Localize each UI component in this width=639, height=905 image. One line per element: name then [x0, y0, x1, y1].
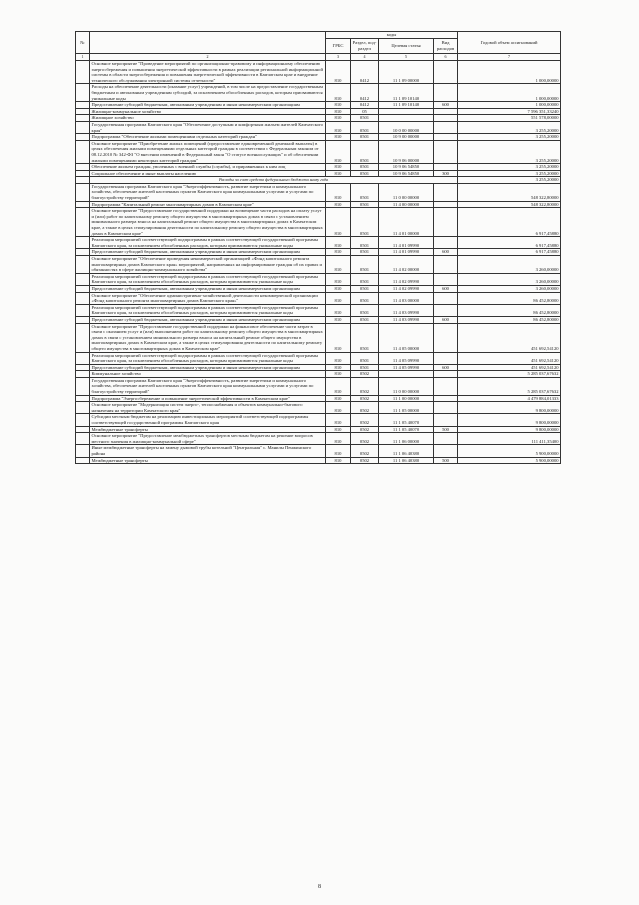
cell-grbs: 810 — [326, 395, 351, 402]
cell-grbs: 810 — [326, 61, 351, 84]
cell-target: 11 4 02 09990 — [379, 273, 434, 285]
cell-num — [76, 208, 90, 237]
cell-section: 0501 — [351, 140, 379, 163]
cell-section: 0501 — [351, 364, 379, 371]
cell-name: Предоставление субсидий бюджетным, автономным учреждениям и иным некоммерческим организациям — [90, 285, 326, 292]
cell-target: 11 0 00 00000 — [379, 377, 434, 395]
cell-num — [76, 285, 90, 292]
cell-target: 11 4 01 09990 — [379, 237, 434, 249]
cell-section: 0502 — [351, 371, 379, 378]
cell-section: 0501 — [351, 237, 379, 249]
cell-target — [379, 115, 434, 122]
cell-amount: 451 692,54120 — [458, 323, 561, 352]
cell-type — [434, 183, 458, 201]
cell-type — [434, 61, 458, 84]
cell-target: 11 4 03 00000 — [379, 292, 434, 304]
cell-name: Государственная программа Камчатского края "Обеспечение доступным и комфортным жильем жителей Камчатского края" — [90, 121, 326, 133]
cell-num — [76, 183, 90, 201]
table-row — [76, 304, 561, 316]
cell-grbs: 810 — [326, 402, 351, 414]
cell-name: Жилищно-коммунальное хозяйство — [90, 108, 326, 115]
cell-num — [76, 292, 90, 304]
cell-type — [434, 237, 458, 249]
cell-target: 10 9 06 54850 — [379, 164, 434, 171]
cell-type — [434, 433, 458, 445]
cell-name: Предоставление субсидий бюджетным, автономным учреждениям и иным некоммерческим организациям — [90, 316, 326, 323]
cell-section: 0501 — [351, 249, 379, 256]
cell-num — [76, 201, 90, 208]
cell-grbs: 810 — [326, 273, 351, 285]
cell-num — [76, 177, 90, 184]
cell-section: 0501 — [351, 352, 379, 364]
header-target: Целевая статья — [379, 39, 434, 54]
header-amount: Годовой объем ассигнований — [458, 32, 561, 54]
table-row — [76, 170, 561, 177]
table-row — [76, 414, 561, 426]
cell-name: Основное мероприятие "Проведение мероприятий по организационно-правовому и информационному обеспечению энергосбережения и повышения энергетической эффективности в рамках реализации региональной информационной системы в области энергосбережения и повышения энергетической эффективности в Камчатском крае и внедрение технического обслуживания электронной системы отчетности" — [90, 61, 326, 84]
cell-amount: 5 285 037,67632 — [458, 371, 561, 378]
cell-amount: 548 322,80000 — [458, 183, 561, 201]
cell-num — [76, 84, 90, 102]
cell-type — [434, 371, 458, 378]
cell-type — [434, 273, 458, 285]
table-row — [76, 292, 561, 304]
header-grbs: ГРБС — [326, 39, 351, 54]
cell-num — [76, 402, 90, 414]
cell-num — [76, 426, 90, 433]
cell-name: Обеспечение жильем граждан, уволенных с военной службы (службы), и приравненных к ним лиц — [90, 164, 326, 171]
cell-amount: 3 255,20000 — [458, 134, 561, 141]
cell-grbs: 810 — [326, 183, 351, 201]
cell-name: Межбюджетные трансферты — [90, 426, 326, 433]
cell-num — [76, 364, 90, 371]
cell-num — [76, 273, 90, 285]
table-row — [76, 201, 561, 208]
cell-num — [76, 61, 90, 84]
cell-num — [76, 102, 90, 109]
table-row — [76, 84, 561, 102]
table-row — [76, 364, 561, 371]
cell-num — [76, 170, 90, 177]
cell-name: Иные межбюджетные трансферты на замену дымовой трубы котельной "Центральная" с. Манилы Пенжинского района — [90, 445, 326, 457]
cell-target: 11 1 05 40070 — [379, 414, 434, 426]
cell-amount: 3 255,20000 — [458, 121, 561, 133]
table-body — [76, 61, 561, 464]
cell-grbs: 810 — [326, 249, 351, 256]
cell-name: Основное мероприятие "Предоставление межбюджетных трансфертов местным бюджетам на решение вопросов местного значения в жилищно-коммунальной сфере" — [90, 433, 326, 445]
cell-type — [434, 164, 458, 171]
cell-amount: 3 255,20000 — [458, 140, 561, 163]
cell-section: 0412 — [351, 84, 379, 102]
cell-type — [434, 134, 458, 141]
cell-grbs: 810 — [326, 371, 351, 378]
cell-type — [434, 304, 458, 316]
cell-grbs: 810 — [326, 316, 351, 323]
cell-type — [434, 108, 458, 115]
cell-target: 11 4 02 09990 — [379, 285, 434, 292]
cell-section: 0501 — [351, 304, 379, 316]
cell-section: 0502 — [351, 377, 379, 395]
cell-num — [76, 115, 90, 122]
header-section: Раздел, под-раздел — [351, 39, 379, 54]
cell-type — [434, 256, 458, 274]
cell-amount: 6 917,45880 — [458, 249, 561, 256]
cell-target — [379, 108, 434, 115]
table-row — [76, 249, 561, 256]
cell-amount: 3 255,20000 — [458, 164, 561, 171]
cell-type — [434, 377, 458, 395]
table-row — [76, 402, 561, 414]
header-num: № — [76, 32, 90, 54]
cell-num — [76, 352, 90, 364]
cell-num — [76, 304, 90, 316]
cell-type: 500 — [434, 457, 458, 464]
cell-section: 0502 — [351, 457, 379, 464]
cell-name: Предоставление субсидий бюджетным, автономным учреждениям и иным некоммерческим организациям — [90, 249, 326, 256]
table-row — [76, 445, 561, 457]
table-row — [76, 256, 561, 274]
cell-name: Субсидии местным бюджетам на реализацию инвестиционных мероприятий соответствующей подпрограммы соответствующей государственной программы Камчатского края — [90, 414, 326, 426]
index-cell: 1 — [76, 54, 90, 61]
cell-target: 11 1 06 00000 — [379, 433, 434, 445]
cell-section: 0501 — [351, 164, 379, 171]
table-row — [76, 61, 561, 84]
cell-amount: 9 800,00000 — [458, 402, 561, 414]
cell-name: Предоставление субсидий бюджетным, автономным учреждениям и иным некоммерческим организациям — [90, 102, 326, 109]
cell-amount: 5 900,00000 — [458, 457, 561, 464]
cell-section: 0502 — [351, 402, 379, 414]
cell-type: 600 — [434, 285, 458, 292]
cell-grbs: 810 — [326, 237, 351, 249]
table-row — [76, 426, 561, 433]
cell-name: Основное мероприятие "Обеспечение проведения некоммерческой организацией «Фонд капитального ремонта многоквартирных домов Камчатского края» мероприятий, направленных на информирование граждан об их правах и обязанностях в сфере жилищно-коммунального хозяйства" — [90, 256, 326, 274]
cell-num — [76, 164, 90, 171]
table-row — [76, 121, 561, 133]
cell-type — [434, 121, 458, 133]
cell-amount: 5 285 037,67632 — [458, 377, 561, 395]
cell-amount: 551 578,00000 — [458, 115, 561, 122]
cell-grbs: 810 — [326, 292, 351, 304]
cell-grbs: 810 — [326, 121, 351, 133]
cell-section: 0501 — [351, 273, 379, 285]
cell-num — [76, 316, 90, 323]
cell-type — [434, 140, 458, 163]
cell-name: Жилищное хозяйство — [90, 115, 326, 122]
cell-target: 10 0 00 00000 — [379, 121, 434, 133]
cell-grbs: 810 — [326, 445, 351, 457]
cell-target: 10 9 06 54850 — [379, 170, 434, 177]
cell-section: 0501 — [351, 256, 379, 274]
cell-section: 0501 — [351, 208, 379, 237]
cell-type — [434, 402, 458, 414]
cell-target: 11 1 09 10140 — [379, 102, 434, 109]
cell-type — [434, 352, 458, 364]
header-name — [90, 32, 326, 54]
cell-type: 500 — [434, 426, 458, 433]
table-row — [76, 323, 561, 352]
cell-type: 600 — [434, 249, 458, 256]
cell-target: 11 1 06 40380 — [379, 457, 434, 464]
cell-grbs: 810 — [326, 426, 351, 433]
cell-name: Коммунальное хозяйство — [90, 371, 326, 378]
cell-type — [434, 323, 458, 352]
cell-amount: 4 479 884,01333 — [458, 395, 561, 402]
cell-type — [434, 414, 458, 426]
cell-section: 0501 — [351, 183, 379, 201]
cell-name: Основное мероприятие "Обеспечение административно-хозяйственной деятельности некоммерческой организации «Фонд капитального ремонта многоквартирных домов Камчатского края»" — [90, 292, 326, 304]
cell-grbs: 810 — [326, 208, 351, 237]
cell-grbs: 810 — [326, 377, 351, 395]
table-row — [76, 183, 561, 201]
cell-name: Подпрограмма "Обеспечение жилыми помещениями отдельных категорий граждан" — [90, 134, 326, 141]
cell-num — [76, 237, 90, 249]
table-row — [76, 177, 561, 184]
cell-amount: 6 917,45880 — [458, 237, 561, 249]
cell-num — [76, 140, 90, 163]
cell-type — [434, 292, 458, 304]
table-row — [76, 377, 561, 395]
cell-target: 11 1 09 10140 — [379, 84, 434, 102]
cell-section: 0502 — [351, 445, 379, 457]
table-row — [76, 395, 561, 402]
cell-amount: 9 800,00000 — [458, 426, 561, 433]
cell-section: 0502 — [351, 414, 379, 426]
cell-grbs: 810 — [326, 170, 351, 177]
cell-section: 0501 — [351, 292, 379, 304]
cell-grbs: 810 — [326, 115, 351, 122]
cell-name: Расходы на обеспечение деятельности (оказание услуг) учреждений, в том числе на предоставление государственным бюджетным и автономным учреждениям субсидий, за исключением обособленных расходов, которым присваиваются уникальные коды — [90, 84, 326, 102]
cell-target: 11 4 00 00000 — [379, 201, 434, 208]
cell-type: 600 — [434, 316, 458, 323]
cell-amount: 86 452,80000 — [458, 316, 561, 323]
index-cell: 4 — [351, 54, 379, 61]
cell-target: 11 1 05 40070 — [379, 426, 434, 433]
cell-type — [434, 395, 458, 402]
cell-type: 600 — [434, 102, 458, 109]
cell-num — [76, 457, 90, 464]
cell-amount: 1 000,00000 — [458, 61, 561, 84]
cell-grbs: 810 — [326, 134, 351, 141]
cell-amount: 548 322,80000 — [458, 201, 561, 208]
cell-target: 11 1 06 40380 — [379, 445, 434, 457]
cell-amount: 111 411,35400 — [458, 433, 561, 445]
cell-num — [76, 395, 90, 402]
table-row — [76, 164, 561, 171]
cell-target: 10 9 06 00000 — [379, 140, 434, 163]
cell-type — [434, 201, 458, 208]
cell-target: 11 4 02 00000 — [379, 256, 434, 274]
table-row — [76, 237, 561, 249]
table-row — [76, 316, 561, 323]
cell-grbs: 810 — [326, 201, 351, 208]
table-row — [76, 457, 561, 464]
cell-amount: 7 596 351,33240 — [458, 108, 561, 115]
cell-num — [76, 249, 90, 256]
cell-amount: 5 900,00000 — [458, 445, 561, 457]
cell-name: Реализация мероприятий соответствующей подпрограммы в рамках соответствующей государственной программы Камчатского края, за исключением обособленных расходов, которым присваиваются уникальные коды — [90, 304, 326, 316]
cell-name: Реализация мероприятий соответствующей подпрограммы в рамках соответствующей государственной программы Камчатского края, за исключением обособленных расходов, которым присваиваются уникальные коды — [90, 273, 326, 285]
cell-section: 0412 — [351, 102, 379, 109]
cell-grbs: 810 — [326, 433, 351, 445]
cell-num — [76, 121, 90, 133]
index-cell: 2 — [90, 54, 326, 61]
table-row — [76, 273, 561, 285]
cell-section: 0501 — [351, 170, 379, 177]
cell-amount: 6 917,45880 — [458, 208, 561, 237]
cell-amount: 86 452,80000 — [458, 292, 561, 304]
table-row — [76, 371, 561, 378]
cell-num — [76, 433, 90, 445]
table-row — [76, 433, 561, 445]
cell-grbs: 810 — [326, 164, 351, 171]
cell-grbs: 810 — [326, 84, 351, 102]
index-cell: 5 — [379, 54, 434, 61]
budget-table — [75, 31, 561, 464]
index-cell: 3 — [326, 54, 351, 61]
cell-amount: 3 260,00000 — [458, 273, 561, 285]
table-row — [76, 140, 561, 163]
table-row — [76, 115, 561, 122]
cell-type — [434, 445, 458, 457]
cell-grbs: 810 — [326, 256, 351, 274]
cell-target: 11 1 09 00000 — [379, 61, 434, 84]
cell-target: 11 4 05 09990 — [379, 364, 434, 371]
cell-name: Подпрограмма "Капитальный ремонт многоквартирных домов в Камчатском крае" — [90, 201, 326, 208]
cell-grbs: 810 — [326, 140, 351, 163]
cell-num — [76, 445, 90, 457]
cell-section: 0502 — [351, 433, 379, 445]
table-row — [76, 285, 561, 292]
cell-type — [434, 208, 458, 237]
cell-amount: 1 000,00000 — [458, 102, 561, 109]
header-type: Вид расходов — [434, 39, 458, 54]
cell-section: 05 — [351, 108, 379, 115]
cell-grbs: 810 — [326, 285, 351, 292]
cell-target: 11 1 05 00000 — [379, 402, 434, 414]
cell-grbs: 810 — [326, 304, 351, 316]
cell-target: 11 0 00 00000 — [379, 183, 434, 201]
cell-name: Основное мероприятие "Приобретение жилых помещений (предоставление единовременной денежной выплаты) в целях обеспечения жилыми помещениями отдельных категорий граждан в соответствии с Федеральным законом от 08.12.2010 № 342-ФЗ "О внесении изменений в Федеральный закон "О статусе военнослужащих" и об обеспечении жилыми помещениями некоторых категорий граждан" — [90, 140, 326, 163]
cell-target — [379, 371, 434, 378]
cell-type — [434, 115, 458, 122]
cell-name: Межбюджетные трансферты — [90, 457, 326, 464]
cell-num — [76, 134, 90, 141]
cell-section: 0501 — [351, 323, 379, 352]
cell-amount: 3 260,00000 — [458, 285, 561, 292]
cell-amount: 86 452,80000 — [458, 304, 561, 316]
cell-type: 600 — [434, 364, 458, 371]
cell-type — [434, 84, 458, 102]
cell-amount: 451 692,54120 — [458, 364, 561, 371]
cell-grbs: 810 — [326, 352, 351, 364]
cell-num — [76, 414, 90, 426]
table-row — [76, 208, 561, 237]
cell-amount: 1 000,00000 — [458, 84, 561, 102]
cell-name: Предоставление субсидий бюджетным, автономным учреждениям и иным некоммерческим организациям — [90, 364, 326, 371]
index-cell: 7 — [458, 54, 561, 61]
cell-target: 11 4 05 00000 — [379, 323, 434, 352]
cell-grbs: 810 — [326, 364, 351, 371]
cell-type: 300 — [434, 170, 458, 177]
cell-section: 0501 — [351, 134, 379, 141]
cell-num — [76, 323, 90, 352]
index-cell: 6 — [434, 54, 458, 61]
cell-target: 11 4 03 09990 — [379, 316, 434, 323]
cell-target: 10 9 00 00000 — [379, 134, 434, 141]
table-row — [76, 352, 561, 364]
cell-name: Реализация мероприятий соответствующей подпрограммы в рамках соответствующей государственной программы Камчатского края, за исключением обособленных расходов, которым присваиваются уникальные коды — [90, 237, 326, 249]
cell-section: 0501 — [351, 316, 379, 323]
cell-section: 0501 — [351, 201, 379, 208]
cell-section: 0412 — [351, 61, 379, 84]
table-row — [76, 134, 561, 141]
cell-amount: 3 260,00000 — [458, 256, 561, 274]
cell-num — [76, 371, 90, 378]
cell-amount: 3 255,20000 — [458, 177, 561, 184]
table-row — [76, 102, 561, 109]
cell-target: 11 4 05 09990 — [379, 352, 434, 364]
cell-name: Реализация мероприятий соответствующей подпрограммы в рамках соответствующей государственной программы Камчатского края, за исключением обособленных расходов, которым присваиваются уникальные коды — [90, 352, 326, 364]
cell-name: Подпрограмма "Энергосбережение и повышение энергетической эффективности в Камчатском крае" — [90, 395, 326, 402]
cell-amount: 451 692,54120 — [458, 352, 561, 364]
cell-name: Основное мероприятие "Предоставление государственной поддержки на возмещение части расходов на оплату услуг и (или) работ по капитальному ремонту общего имущества в многоквартирных домах в связи с установлением минимального размера взноса на капитальный ремонт общего имущества в многоквартирных домах в Камчатском крае, а также в целях стимулирования деятельности по капитальному ремонту общего имущества в многоквартирных домах в Камчатском крае" — [90, 208, 326, 237]
cell-num — [76, 256, 90, 274]
cell-section: 0501 — [351, 121, 379, 133]
cell-grbs: 810 — [326, 108, 351, 115]
table-row — [76, 108, 561, 115]
cell-grbs: 810 — [326, 414, 351, 426]
cell-name: Основное мероприятие "Предоставление государственной поддержки на финансовое обеспечение части затрат в связи с оказанием услуг и (или) выполнением работ по капитальному ремонту общего имущества в многоквартирных домах в связи с установлением минимального размера взноса на капитальный ремонт общего имущества в многоквартирных домах в Камчатском крае, а также в целях стимулирования деятельности по капитальному ремонту общего имущества в многоквартирных домах в Камчатском крае" — [90, 323, 326, 352]
cell-section: 0502 — [351, 426, 379, 433]
cell-section: 0501 — [351, 285, 379, 292]
cell-grbs: 810 — [326, 323, 351, 352]
page-number: 8 — [318, 884, 321, 890]
cell-section: 0502 — [351, 395, 379, 402]
cell-grbs: 810 — [326, 457, 351, 464]
cell-amount: 3 255,20000 — [458, 170, 561, 177]
cell-grbs: 810 — [326, 102, 351, 109]
cell-target: 11 4 01 09990 — [379, 249, 434, 256]
index-row — [76, 54, 561, 61]
cell-name: Государственная программа Камчатского края "Энергоэффективность, развитие энергетики и коммунального хозяйства, обеспечение жителей населенных пунктов Камчатского края коммунальными услугами и услугами по благоустройству территорий" — [90, 377, 326, 395]
cell-num — [76, 108, 90, 115]
cell-section: 0501 — [351, 115, 379, 122]
cell-amount: 9 800,00000 — [458, 414, 561, 426]
note-cell: Расходы за счет средств федерального бюджета внизу года — [90, 177, 458, 184]
cell-num — [76, 377, 90, 395]
cell-target: 11 1 00 00000 — [379, 395, 434, 402]
cell-name: Основное мероприятие "Модернизация систем энерго-, теплоснабжения и объектов коммунально-бытового назначения на территории Камчатского края" — [90, 402, 326, 414]
cell-target: 11 4 03 09990 — [379, 304, 434, 316]
cell-name: Государственная программа Камчатского края "Энергоэффективность, развитие энергетики и коммунального хозяйства, обеспечение жителей населенных пунктов Камчатского края коммунальными услугами и услугами по благоустройству территорий" — [90, 183, 326, 201]
cell-name: Социальное обеспечение и иные выплаты населению — [90, 170, 326, 177]
header-codes: коды — [326, 32, 458, 39]
cell-target: 11 4 01 00000 — [379, 208, 434, 237]
